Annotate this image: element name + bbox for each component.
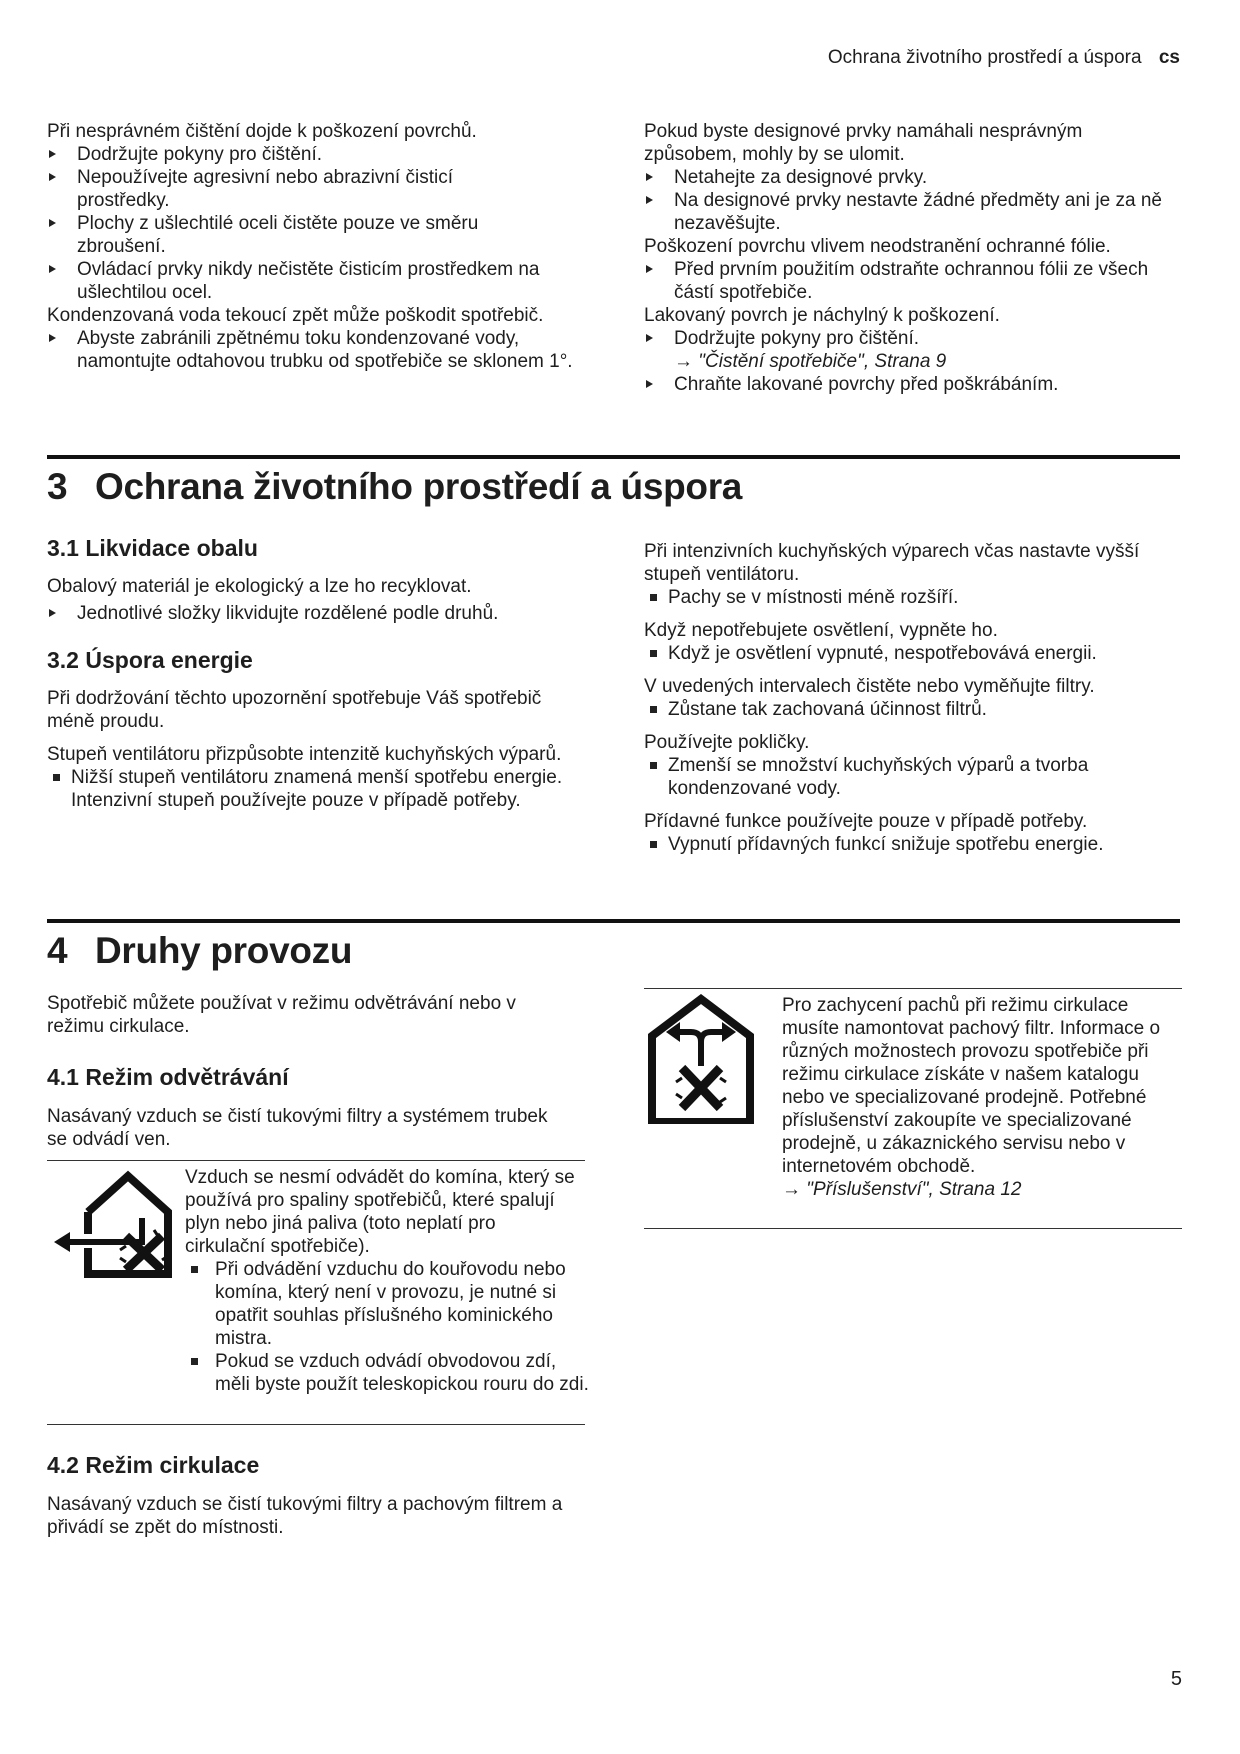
section-3-right bbox=[644, 540, 1164, 856]
note-text: Pro zachycení pachů při režimu cirkulace musíte namontovat pachový filtr. Informace o různých možnostech provozu spotřebiče při režimu cirkulace získáte v našem katalogu nebo ve specializované prodejně. Potřebné příslušenství zakoupíte ve specializované prodejně, u zákaznického servisu nebo v internetovém obchodě. bbox=[782, 995, 1161, 1177]
header-lang: cs bbox=[1158, 47, 1180, 68]
result-item: Když je osvětlení vypnuté, nespotřebovává energii. bbox=[644, 642, 1164, 665]
running-header bbox=[828, 46, 1180, 69]
cross-reference-link[interactable]: → "Čistění spotřebiče", Strana 9 bbox=[674, 351, 947, 372]
note-bullet: Pokud se vzduch odvádí obvodovou zdí, měli byste použít teleskopickou rouru do zdi. bbox=[185, 1350, 595, 1396]
paragraph: Nasávaný vzduch se čistí tukovými filtry a pachovým filtrem a přivádí se zpět do místnosti. bbox=[47, 1494, 563, 1538]
section-3-title: 3 Ochrana životního prostředí a úspora bbox=[47, 466, 743, 507]
page-number: 5 bbox=[1170, 1668, 1182, 1690]
header-title: Ochrana životního prostředí a úspora bbox=[827, 47, 1142, 68]
paragraph: Poškození povrchu vlivem neodstranění ochranné fólie. bbox=[644, 236, 1111, 257]
recirculation-house-icon bbox=[646, 994, 756, 1124]
exhaust-air-note bbox=[185, 1166, 589, 1396]
paragraph: Spotřebič můžete používat v režimu odvětrávání nebo v režimu cirkulace. bbox=[47, 993, 516, 1037]
paragraph: Při intenzivních kuchyňských výparech včas nastavte vyšší stupeň ventilátoru. bbox=[644, 541, 1140, 585]
paragraph: Při nesprávném čištění dojde k poškození povrchů. bbox=[47, 121, 477, 142]
bullet-item: Dodržujte pokyny pro čištění. bbox=[644, 327, 1184, 350]
bullet-item: Netahejte za designové prvky. bbox=[644, 166, 1184, 189]
paragraph: Při dodržování těchto upozornění spotřebuje Váš spotřebič méně proudu. bbox=[47, 688, 542, 732]
section-rule bbox=[47, 919, 1180, 923]
cross-reference-link[interactable]: → "Příslušenství", Strana 12 bbox=[782, 1179, 1022, 1200]
recirculation-note bbox=[782, 994, 1182, 1201]
subsection-4-1-title: 4.1 Režim odvětrávání bbox=[47, 1064, 289, 1090]
section-rule bbox=[47, 455, 1180, 459]
bullet-item: Před prvním použitím odstraňte ochrannou fólii ze všech částí spotřebiče. bbox=[644, 258, 1174, 304]
section-4-title: 4 Druhy provozu bbox=[47, 930, 353, 971]
bullet-item: Jednotlivé složky likvidujte rozdělené podle druhů. bbox=[47, 602, 587, 625]
result-item: Pachy se v místnosti méně rozšíří. bbox=[644, 586, 1164, 609]
note-rule-bottom bbox=[47, 1424, 585, 1425]
section-4-left-bottom bbox=[47, 1452, 587, 1539]
note-text: Vzduch se nesmí odvádět do komína, který se používá pro spaliny spotřebičů, které spalují plyn nebo jiná paliva (toto neplatí pro cirkulační spotřebiče). bbox=[185, 1167, 575, 1257]
paragraph: Lakovaný povrch je náchylný k poškození. bbox=[644, 305, 1000, 326]
subsection-3-1-title: 3.1 Likvidace obalu bbox=[47, 535, 258, 561]
bullet-item: Na designové prvky nestavte žádné předměty ani je za ně nezavěšujte. bbox=[644, 189, 1204, 235]
note-rule-top bbox=[644, 988, 1182, 989]
subsection-3-2-title: 3.2 Úspora energie bbox=[47, 647, 253, 673]
result-item: Zmenší se množství kuchyňských výparů a tvorba kondenzované vody. bbox=[644, 754, 1168, 800]
note-rule-top bbox=[47, 1160, 585, 1161]
note-rule-bottom bbox=[644, 1228, 1182, 1229]
bullet-item: Abyste zabránili zpětnému toku kondenzované vody, namontujte odtahovou trubku od spotřebiče se sklonem 1°. bbox=[47, 327, 597, 373]
paragraph: Kondenzovaná voda tekoucí zpět může poškodit spotřebič. bbox=[47, 305, 544, 326]
bullet-item: Ovládací prvky nikdy nečistěte čisticím prostředkem na ušlechtilou ocel. bbox=[47, 258, 587, 304]
paragraph: Nasávaný vzduch se čistí tukovými filtry a systémem trubek se odvádí ven. bbox=[47, 1106, 548, 1150]
subsection-4-2-title: 4.2 Režim cirkulace bbox=[47, 1452, 260, 1478]
result-item: Zůstane tak zachovaná účinnost filtrů. bbox=[644, 698, 1164, 721]
paragraph: Používejte pokličky. bbox=[644, 732, 810, 753]
result-item: Nižší stupeň ventilátoru znamená menší spotřebu energie. Intenzivní stupeň používejte pouze v případě potřeby. bbox=[47, 766, 571, 812]
bullet-item: Chraňte lakované povrchy před poškrábáním. bbox=[644, 373, 1184, 396]
paragraph: Přídavné funkce používejte pouze v případě potřeby. bbox=[644, 811, 1088, 832]
paragraph: Stupeň ventilátoru přizpůsobte intenzitě kuchyňských výparů. bbox=[47, 744, 562, 765]
paragraph: Když nepotřebujete osvětlení, vypněte ho. bbox=[644, 620, 998, 641]
paragraph: V uvedených intervalech čistěte nebo vyměňujte filtry. bbox=[644, 676, 1095, 697]
bullet-item: Dodržujte pokyny pro čištění. bbox=[47, 143, 587, 166]
result-item: Vypnutí přídavných funkcí snižuje spotřebu energie. bbox=[644, 833, 1164, 856]
exhaust-air-house-icon bbox=[50, 1166, 175, 1281]
paragraph: Pokud byste designové prvky namáhali nesprávným způsobem, mohly by se ulomit. bbox=[644, 121, 1083, 165]
section-3-left bbox=[47, 535, 587, 812]
bullet-item: Nepoužívejte agresivní nebo abrazivní čisticí prostředky. bbox=[47, 166, 527, 212]
note-bullet: Při odvádění vzduchu do kouřovodu nebo komína, který není v provozu, je nutné si opatřit souhlas příslušného kominického mistra. bbox=[185, 1258, 595, 1350]
section-4-left bbox=[47, 992, 587, 1151]
bullet-item: Plochy z ušlechtilé oceli čistěte pouze ve směru zbroušení. bbox=[47, 212, 537, 258]
top-left-column bbox=[47, 120, 587, 373]
top-right-column bbox=[644, 120, 1184, 396]
paragraph: Obalový materiál je ekologický a lze ho recyklovat. bbox=[47, 576, 472, 597]
